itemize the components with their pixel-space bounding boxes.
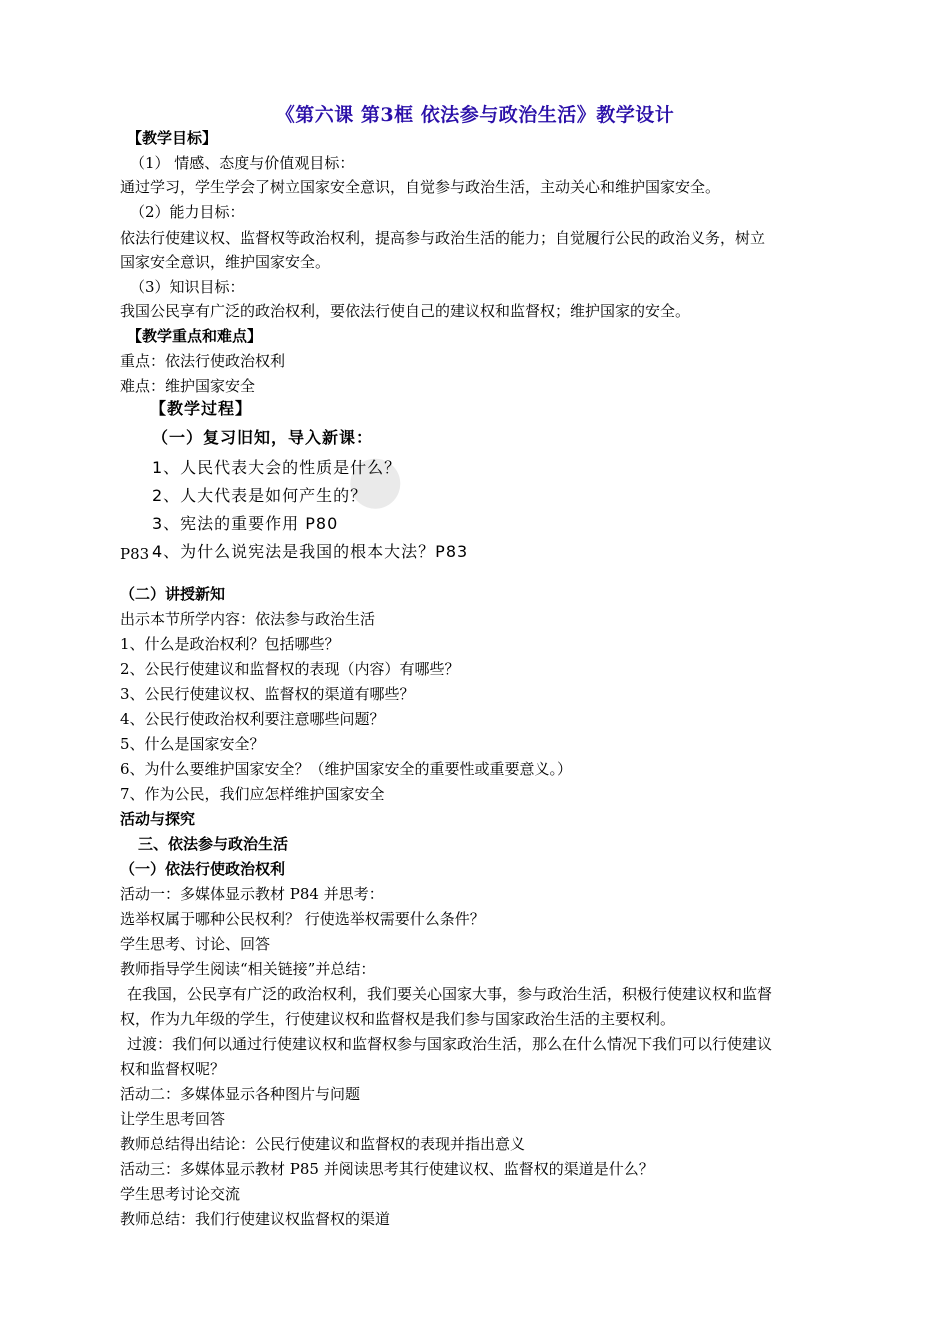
section-heading-objectives: 【教学目标】: [127, 129, 218, 147]
objective-2-text-line-1: 依法行使建议权、监督权等政治权利，提高参与政治生活的能力；自觉履行公民的政治义务，树立: [120, 229, 766, 247]
teaching-new-heading: （二）讲授新知: [120, 585, 226, 603]
summary-line-1: 在我国，公民享有广泛的政治权利，我们要关心国家大事，参与政治生活，积极行使建议权和监督: [127, 985, 773, 1003]
objective-2-text-line-2: 国家安全意识，维护国家安全。: [120, 253, 331, 271]
activity-1-question: 选举权属于哪种公民权利？ 行使选举权需要什么条件？: [120, 910, 485, 928]
review-heading: （一）复习旧知，导入新课：: [152, 428, 374, 447]
objective-3-heading: （3）知识目标：: [130, 278, 245, 296]
student-response-1: 学生思考、讨论、回答: [120, 935, 271, 953]
review-question-2: 2、人大代表是如何产生的？: [152, 486, 368, 505]
activity-2: 活动二：多媒体显示各种图片与问题: [120, 1085, 361, 1103]
new-question-3: 3、公民行使建议权、监督权的渠道有哪些？: [120, 685, 415, 703]
page-ref-p83: P83: [120, 545, 150, 563]
student-response-2: 让学生思考回答: [120, 1110, 226, 1128]
activity-1: 活动一：多媒体显示教材 P84 并思考：: [120, 885, 384, 903]
teacher-conclusion-2: 教师总结得出结论：公民行使建议和监督权的表现并指出意义: [120, 1135, 526, 1153]
new-question-4: 4、公民行使政治权利要注意哪些问题？: [120, 710, 385, 728]
summary-line-2: 权，作为九年级的学生，行使建议权和监督权是我们参与国家政治生活的主要权利。: [120, 1010, 676, 1028]
section-heading-key-points: 【教学重点和难点】: [127, 327, 263, 345]
objective-1-text: 通过学习，学生学会了树立国家安全意识，自觉参与政治生活，主动关心和维护国家安全。: [120, 178, 721, 196]
part-three-heading: 三、依法参与政治生活: [138, 835, 289, 853]
new-question-5: 5、什么是国家安全？: [120, 735, 265, 753]
activity-heading: 活动与探究: [120, 810, 196, 828]
new-question-7: 7、作为公民，我们应怎样维护国家安全: [120, 785, 385, 803]
key-point: 重点：依法行使政治权利: [120, 352, 286, 370]
review-question-4: 4、为什么说宪法是我国的根本大法？P83: [152, 542, 469, 561]
student-response-3: 学生思考讨论交流: [120, 1185, 241, 1203]
lesson-content-intro: 出示本节所学内容：依法参与政治生活: [120, 610, 376, 628]
objective-1-heading: （1） 情感、态度与价值观目标：: [130, 154, 355, 172]
teacher-summary-3: 教师总结：我们行使建议权监督权的渠道: [120, 1210, 391, 1228]
review-question-1: 1、人民代表大会的性质是什么？: [152, 458, 402, 477]
transition-line-1: 过渡：我们何以通过行使建议权和监督权参与国家政治生活，那么在什么情况下我们可以行使建议: [127, 1035, 773, 1053]
document-title: 《第六课 第3框 依法参与政治生活》教学设计: [275, 104, 675, 126]
review-question-3: 3、宪法的重要作用 P80: [152, 514, 339, 533]
transition-line-2: 权和监督权呢？: [120, 1060, 226, 1078]
difficult-point: 难点：维护国家安全: [120, 377, 256, 395]
sub-heading-rights: （一）依法行使政治权利: [120, 860, 286, 878]
new-question-2: 2、公民行使建议和监督权的表现（内容）有哪些？: [120, 660, 460, 678]
teacher-guide-1: 教师指导学生阅读“相关链接”并总结：: [120, 960, 376, 978]
objective-3-text: 我国公民享有广泛的政治权利，要依法行使自己的建议权和监督权；维护国家的安全。: [120, 302, 691, 320]
new-question-6: 6、为什么要维护国家安全？（维护国家安全的重要性或重要意义。）: [120, 760, 573, 778]
section-heading-process: 【教学过程】: [150, 399, 253, 418]
activity-3: 活动三：多媒体显示教材 P85 并阅读思考其行使建议权、监督权的渠道是什么？: [120, 1160, 654, 1178]
new-question-1: 1、什么是政治权利？包括哪些？: [120, 635, 340, 653]
objective-2-heading: （2）能力目标：: [130, 203, 245, 221]
